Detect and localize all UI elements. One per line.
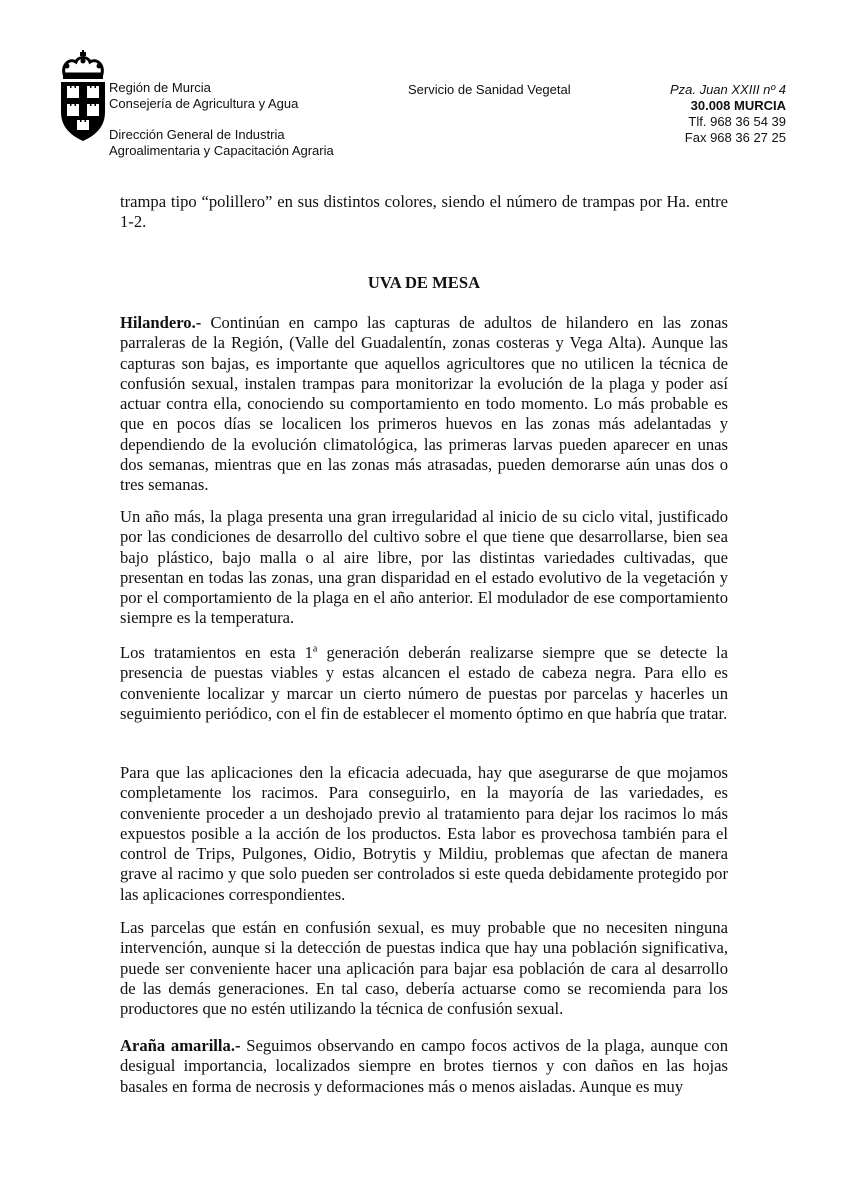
paragraph-5-text: Las parcelas que están en confusión sexual, es muy probable que no necesiten ninguna intervención, aunque si la detección de puestas indica que hay una población significativa, puede ser conveniente hacer una aplicación para bajar esa población de cara al desarrollo de las demás generaciones. En tal caso, debería actuarse como se recomienda para los productores que no estén utilizando la técnica de confusión sexual. <box>120 918 728 1019</box>
paragraph-2-text: Un año más, la plaga presenta una gran irregularidad al inicio de su ciclo vital, justificado por las condiciones de desarrollo del cultivo sobre el que tiene que desarrollarse, bien sea bajo plástico, bajo malla o al aire libre, por las distintas variedades cultivadas, que presentan en todas las zonas, una gran disparidad en el estado evolutivo de la vegetación y por el comportamiento de la plaga en el año anterior. El modulador de ese comportamiento siempre es la temperatura. <box>120 507 728 628</box>
header-organization <box>109 80 298 112</box>
address-street: Pza. Juan XXIII nº 4 <box>669 82 786 97</box>
section-title: UVA DE MESA <box>367 273 481 292</box>
header-direction-line1: Dirección General de Industria <box>109 127 285 142</box>
header-ministry: Consejería de Agricultura y Agua <box>109 96 299 111</box>
hilandero-lead: Hilandero.- <box>120 313 202 332</box>
header-region: Región de Murcia <box>109 80 211 95</box>
arana-paragraph <box>120 1036 728 1097</box>
hilandero-text: Continúan en campo las capturas de adultos de hilandero en las zonas parraleras de la Región, (Valle del Guadalentín, zonas costeras y Vega Alta). Aunque las capturas son bajas, es importante que aquellos agricultores que no utilicen la técnica de confusión sexual, instalen trampas para monitorizar la evolución de la plaga y poder así actuar contra ella, conociendo su comportamiento en todo momento. Lo más probable es que en pocos días se localicen los primeros huevos en las zonas más adelantadas y dependiendo de la evolución climatológica, las primeras larvas pueden aparecer en unas dos semanas, mientras que en las zonas más atrasadas, pueden demorarse aún unas dos o tres semanas. <box>120 313 728 495</box>
hilandero-paragraph <box>120 313 728 496</box>
arana-text: Seguimos observando en campo focos activos de la plaga, aunque con desigual importancia, localizados siempre en brotes tiernos y con daños en las hojas basales en forma de necrosis y deformaciones más o menos aisladas. Aunque es muy <box>120 1036 728 1096</box>
paragraph-3 <box>120 643 728 724</box>
address-fax: Fax 968 36 27 25 <box>684 130 786 145</box>
paragraph-4 <box>120 763 728 905</box>
paragraph-3-before: Los tratamientos en esta 1 <box>120 643 313 662</box>
paragraph-4-text: Para que las aplicaciones den la eficacia adecuada, hay que asegurarse de que mojamos completamente los racimos. Para conseguirlo, en la mayoría de las variedades, es conveniente proceder a un deshojado previo al tratamiento para dejar los racimos lo más expuestos posible a la acción de los productos. Esta labor es provechosa también para el control de Trips, Pulgones, Oidio, Botrytis y Mildiu, problemas que afectan de manera grave al racimo y que solo pueden ser controlados si este queda debidamente protegido por las aplicaciones correspondientes. <box>120 763 728 904</box>
region-coat-of-arms-icon <box>58 50 108 142</box>
header-service: Servicio de Sanidad Vegetal <box>408 82 571 97</box>
paragraph-3-after: generación deberán realizarse siempre que se detecte la presencia de puestas viables y estas alcancen el estado de cabeza negra. Para ello es conveniente localizar y marcar un cierto número de puestas por parcelas y hacerles un seguimiento periódico, con el fin de establecer el momento óptimo en que habría que tratar. <box>120 643 728 723</box>
intro-paragraph <box>120 192 728 233</box>
address-phone: Tlf. 968 36 54 39 <box>688 114 786 129</box>
paragraph-2 <box>120 507 728 629</box>
header-address <box>600 82 786 146</box>
header-direction-line2: Agroalimentaria y Capacitación Agraria <box>109 143 334 158</box>
paragraph-3-superscript: a <box>312 643 318 655</box>
paragraph-5 <box>120 918 728 1019</box>
arana-lead: Araña amarilla.- <box>120 1036 241 1055</box>
address-city: 30.008 MURCIA <box>690 98 786 113</box>
intro-text: trampa tipo “polillero” en sus distintos colores, siendo el número de trampas por Ha. entre 1-2. <box>120 192 728 232</box>
header-direction <box>109 127 334 159</box>
